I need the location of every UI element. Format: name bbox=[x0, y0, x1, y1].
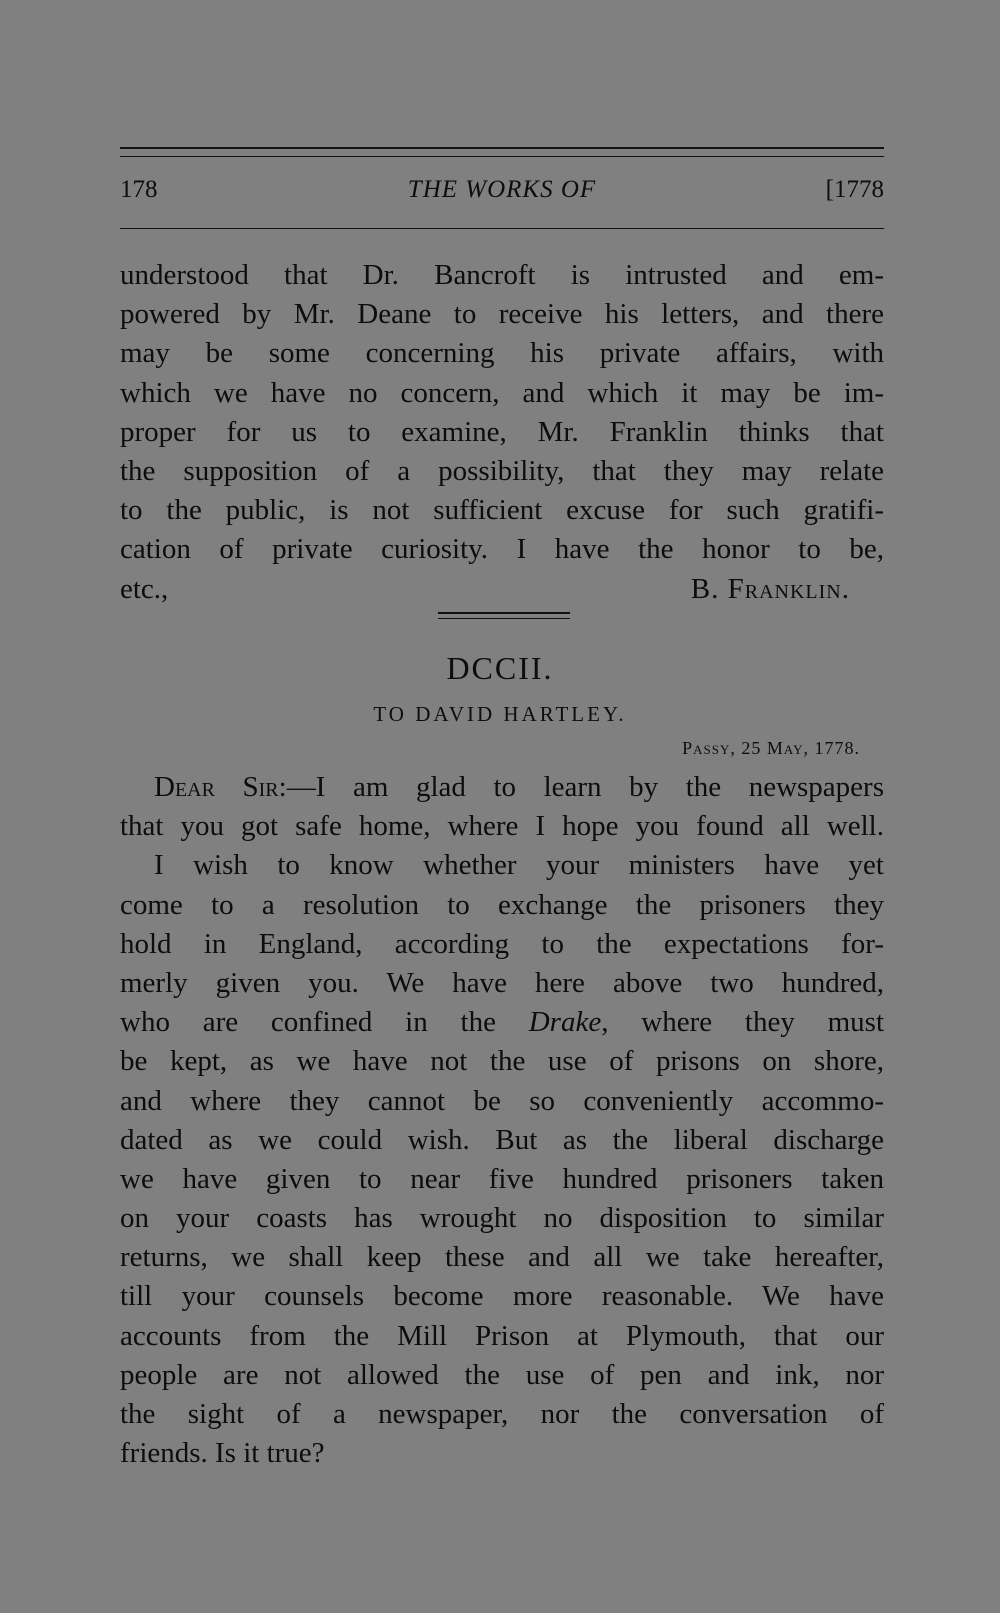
salutation: Dear Sir bbox=[154, 771, 279, 803]
text-line: on your coasts has wrought no disposition to similar bbox=[120, 1202, 884, 1235]
salutation-line bbox=[120, 768, 884, 807]
signature: B. Franklin. bbox=[690, 572, 850, 605]
closing-line bbox=[120, 570, 884, 609]
text-line: the sight of a newspaper, nor the conversation of bbox=[120, 1398, 884, 1430]
text-line: powered by Mr. Deane to receive his letters, and there bbox=[120, 298, 884, 331]
text-line: merly given you. We have here above two hundred, bbox=[120, 966, 884, 999]
running-title: THE WORKS OF bbox=[407, 176, 597, 203]
continuation-paragraph bbox=[120, 256, 884, 609]
text-line: accounts from the Mill Prison at Plymouth, that our bbox=[120, 1319, 884, 1352]
text-line: returns, we shall keep these and all we take hereafter, bbox=[120, 1241, 884, 1274]
section-separator-lower bbox=[438, 618, 570, 619]
text-line: proper for us to examine, Mr. Franklin thinks that bbox=[120, 415, 884, 448]
letter-dateline: Passy, 25 May, 1778. bbox=[682, 738, 860, 758]
text-line: and where they cannot be so conveniently accommo- bbox=[120, 1084, 884, 1117]
text-line: the supposition of a possibility, that they may relate bbox=[120, 454, 884, 487]
section-separator bbox=[438, 612, 570, 614]
text-line: understood that Dr. Bancroft is intrusted and em- bbox=[120, 259, 884, 291]
text-line: hold in England, according to the expectations for- bbox=[120, 927, 884, 960]
letter-number: DCCII. bbox=[446, 650, 554, 686]
text-line: come to a resolution to exchange the prisoners they bbox=[120, 888, 884, 921]
letter-body bbox=[120, 768, 884, 1473]
text-line: I wish to know whether your ministers have yet bbox=[154, 849, 884, 882]
salutation-text: :—I am glad to learn by the newspapers bbox=[278, 771, 884, 803]
text-line: till your counsels become more reasonable. We have bbox=[120, 1280, 884, 1313]
drake-line-before: who are confined in the bbox=[120, 1006, 496, 1039]
text-line: be kept, as we have not the use of prisons on shore, bbox=[120, 1045, 884, 1078]
text-line: cation of private curiosity. I have the honor to be, bbox=[120, 533, 884, 566]
page-number: 178 bbox=[120, 176, 158, 203]
text-line: friends. Is it true? bbox=[120, 1437, 325, 1470]
running-header bbox=[120, 176, 884, 212]
text-line-drake bbox=[120, 1003, 884, 1042]
header-rule-top-inner bbox=[120, 156, 884, 157]
text-line: which we have no concern, and which it may be im- bbox=[120, 376, 884, 409]
text-line: we have given to near five hundred prisoners taken bbox=[120, 1162, 884, 1195]
text-line: that you got safe home, where I hope you found all well. bbox=[120, 810, 884, 843]
header-rule-top bbox=[120, 147, 884, 149]
drake-line-after: , where they must bbox=[601, 1006, 885, 1039]
text-line: people are not allowed the use of pen and ink, nor bbox=[120, 1358, 884, 1391]
ship-name: Drake bbox=[528, 1006, 602, 1039]
text-line: may be some concerning his private affairs, with bbox=[120, 337, 884, 370]
header-year: [1778 bbox=[825, 176, 884, 203]
text-line: to the public, is not sufficient excuse for such gratifi- bbox=[120, 494, 884, 527]
header-rule-bottom bbox=[120, 228, 884, 229]
letter-addressee: TO DAVID HARTLEY. bbox=[373, 702, 627, 726]
text-line: dated as we could wish. But as the liberal discharge bbox=[120, 1123, 884, 1156]
closing-text: etc., bbox=[120, 572, 169, 605]
